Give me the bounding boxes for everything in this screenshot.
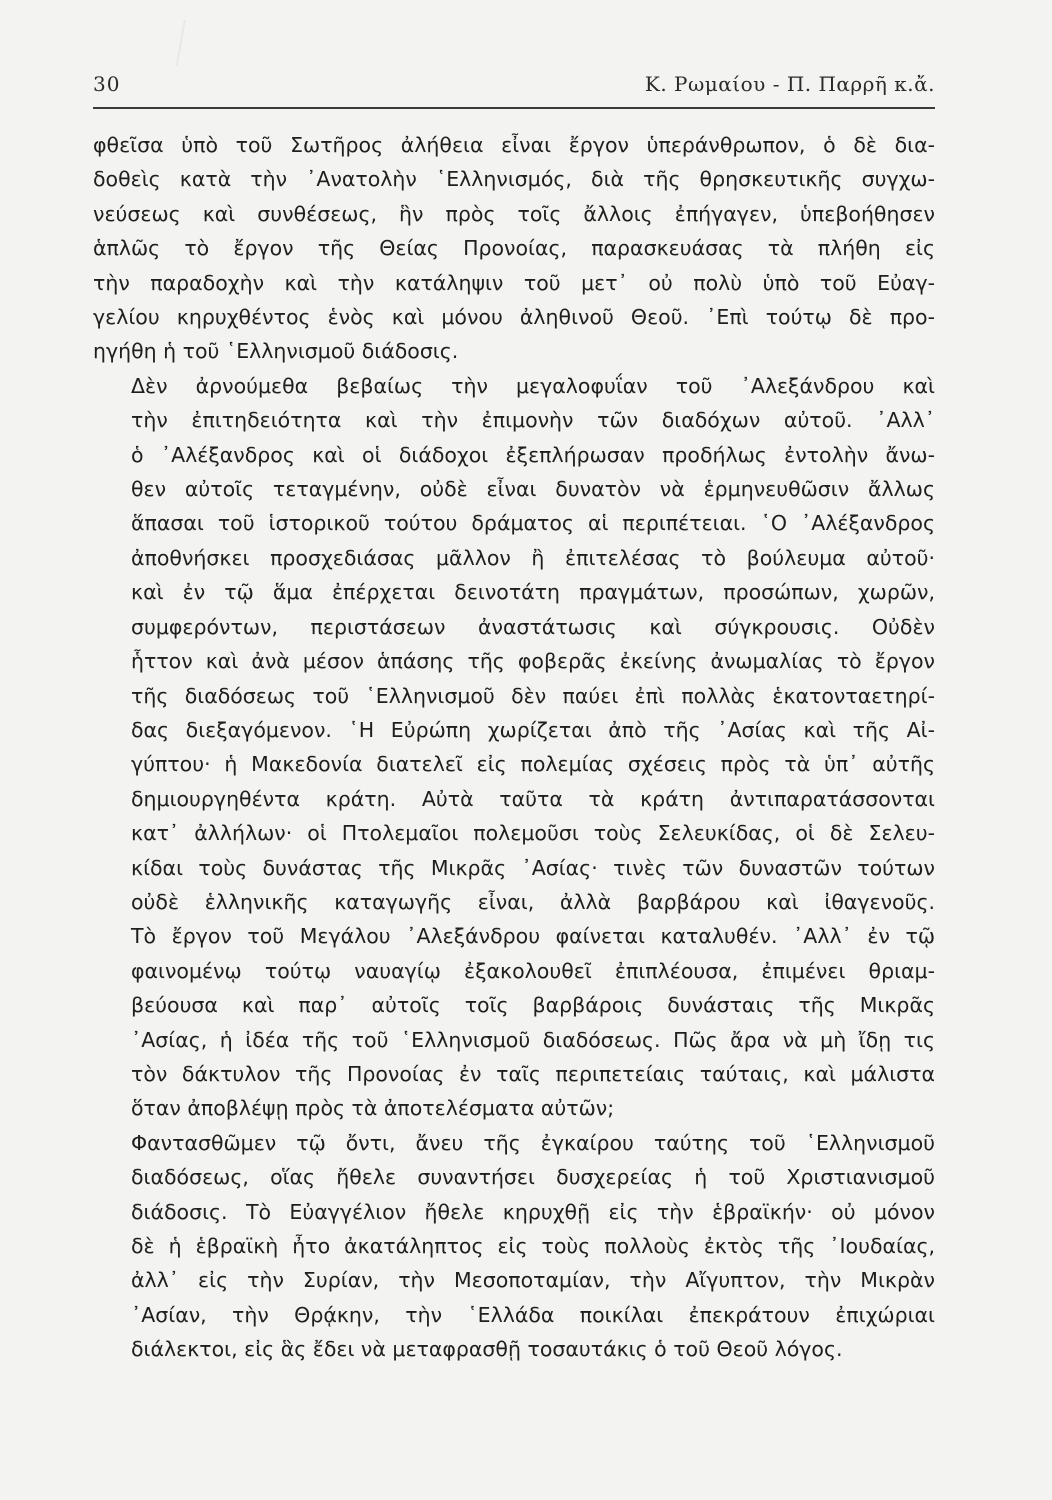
text-line: ἁπλῶς τὸ ἔργον τῆς Θείας Προνοίας, παρασκευάσας τὰ πλήθη εἰς [93,236,935,261]
text-line: διαδόσεως, οἵας ἤθελε συναντήσει δυσχερείας ἡ τοῦ Χριστιανισμοῦ [131,1165,935,1190]
text-line: δὲ ἡ ἑβραϊκὴ ἦτο ἀκατάληπτος εἰς τοὺς πολλοὺς ἐκτὸς τῆς ᾿Ιουδαίας, [131,1234,935,1258]
text-line: θεν αὐτοῖς τεταγμένην, οὐδὲ εἶναι δυνατὸν νὰ ἑρμηνευθῶσιν ἄλλως [131,477,935,502]
scan-mark [172,20,190,66]
text-line: βεύουσα καὶ παρ᾿ αὐτοῖς τοῖς βαρβάροις δυνάσταις τῆς Μικρᾶς [131,993,935,1018]
text-line: Τὸ ἔργον τοῦ Μεγάλου ᾿Αλεξάνδρου φαίνεται καταλυθέν. ᾿Αλλ᾿ ἐν τῷ [131,924,935,949]
text-line: δοθεὶς κατὰ τὴν ᾿Ανατολὴν ῾Ελληνισμός, διὰ τῆς θρησκευτικῆς συγχω- [93,167,935,192]
text-line: ᾿Ασίαν, τὴν Θρᾴκην, τὴν ῾Ελλάδα ποικίλαι ἐπεκράτουν ἐπιχώριαι [131,1302,935,1327]
text-line: τῆς διαδόσεως τοῦ ῾Ελληνισμοῦ δὲν παύει ἐπὶ πολλὰς ἑκατονταετηρί- [131,683,935,708]
text-line: ἀλλ᾿ εἰς τὴν Συρίαν, τὴν Μεσοποταμίαν, τὴν Αἴγυπτον, τὴν Μικρὰν [131,1268,935,1293]
paragraph [93,369,935,1126]
text-line: τὸν δάκτυλον τῆς Προνοίας ἐν ταῖς περιπετείαις ταύταις, καὶ μάλιστα [131,1061,935,1086]
page-header [93,72,935,104]
text-line: νεύσεως καὶ συνθέσεως, ἣν πρὸς τοῖς ἄλλοις ἐπήγαγεν, ὑπεβοήθησεν [93,201,935,226]
text-line: διάδοσις. Τὸ Εὐαγγέλιον ἤθελε κηρυχθῇ εἰς τὴν ἑβραϊκήν· οὐ μόνον [131,1199,935,1224]
text-line: καὶ ἐν τῷ ἅμα ἐπέρχεται δεινοτάτη πραγμάτων, προσώπων, χωρῶν, [131,580,935,605]
text-line: ἅπασαι τοῦ ἱστορικοῦ τούτου δράματος αἱ περιπέτειαι. ῾Ο ᾿Αλέξανδρος [131,511,935,536]
text-line: διάλεκτοι, εἰς ἃς ἔδει νὰ μεταφρασθῇ τοσαυτάκις ὁ τοῦ Θεοῦ λόγος. [131,1337,843,1362]
text-line: οὐδὲ ἑλληνικῆς καταγωγῆς εἶναι, ἀλλὰ βαρβάρου καὶ ἰθαγενοῦς. [131,889,935,914]
text-line: ὅταν ἀποβλέψῃ πρὸς τὰ ἀποτελέσματα αὐτῶν; [131,1096,615,1121]
text-line: ἀποθνήσκει προσχεδιάσας μᾶλλον ἢ ἐπιτελέσας τὸ βούλευμα αὐτοῦ· [131,545,935,570]
text-line: Φαντασθῶμεν τῷ ὄντι, ἄνευ τῆς ἐγκαίρου ταύτης τοῦ ῾Ελληνισμοῦ [131,1130,935,1155]
text-line: τὴν παραδοχὴν καὶ τὴν κατάληψιν τοῦ μετ᾿ οὐ πολὺ ὑπὸ τοῦ Εὐαγ- [93,270,935,295]
text-line: γύπτου· ἡ Μακεδονία διατελεῖ εἰς πολεμίας σχέσεις πρὸς τὰ ὑπ᾿ αὐτῆς [131,752,935,777]
text-line: ἧττον καὶ ἀνὰ μέσον ἁπάσης τῆς φοβερᾶς ἐκείνης ἀνωμαλίας τὸ ἔργον [131,649,935,674]
text-line: κίδαι τοὺς δυνάστας τῆς Μικρᾶς ᾿Ασίας· τινὲς τῶν δυναστῶν τούτων [131,855,935,880]
text-line: ὁ ᾿Αλέξανδρος καὶ οἱ διάδοχοι ἐξεπλήρωσαν προδήλως ἐντολὴν ἄνω- [131,442,935,467]
body-text [93,128,935,1367]
text-line: Δὲν ἀρνούμεθα βεβαίως τὴν μεγαλοφυΐαν τοῦ ᾿Αλεξάνδρου καὶ [131,373,935,398]
text-line: δημιουργηθέντα κράτη. Αὐτὰ ταῦτα τὰ κράτη ἀντιπαρατάσσονται [131,786,935,811]
page-number: 30 [93,72,121,96]
paragraph [93,1126,935,1367]
text-line: δας διεξαγόμενον. ῾Η Εὐρώπη χωρίζεται ἀπὸ τῆς ᾿Ασίας καὶ τῆς Αἰ- [131,717,935,742]
header-rule [93,107,935,109]
text-line: ηγήθη ἡ τοῦ ῾Ελληνισμοῦ διάδοσις. [93,339,459,364]
text-line: ᾿Ασίας, ἡ ἰδέα τῆς τοῦ ῾Ελληνισμοῦ διαδόσεως. Πῶς ἄρα νὰ μὴ ἴδῃ τις [131,1027,935,1052]
text-line: γελίου κηρυχθέντος ἑνὸς καὶ μόνου ἀληθινοῦ Θεοῦ. ᾿Επὶ τούτῳ δὲ προ- [93,305,935,330]
text-line: φθεῖσα ὑπὸ τοῦ Σωτῆρος ἀλήθεια εἶναι ἔργον ὑπεράνθρωπον, ὁ δὲ δια- [93,133,935,157]
running-head: Κ. Ρωμαίου - Π. Παρρῆ κ.ἄ. [644,72,935,96]
paragraph [93,128,935,369]
text-line: φαινομένῳ τούτῳ ναυαγίῳ ἐξακολουθεῖ ἐπιπλέουσα, ἐπιμένει θριαμ- [131,958,935,983]
text-line: τὴν ἐπιτηδειότητα καὶ τὴν ἐπιμονὴν τῶν διαδόχων αὐτοῦ. ᾿Αλλ᾿ [131,408,935,433]
text-line: κατ᾿ ἀλλήλων· οἱ Πτολεμαῖοι πολεμοῦσι τοὺς Σελευκίδας, οἱ δὲ Σελευ- [131,821,935,846]
text-line: συμφερόντων, περιστάσεων ἀναστάτωσις καὶ σύγκρουσις. Οὐδὲν [131,614,935,639]
